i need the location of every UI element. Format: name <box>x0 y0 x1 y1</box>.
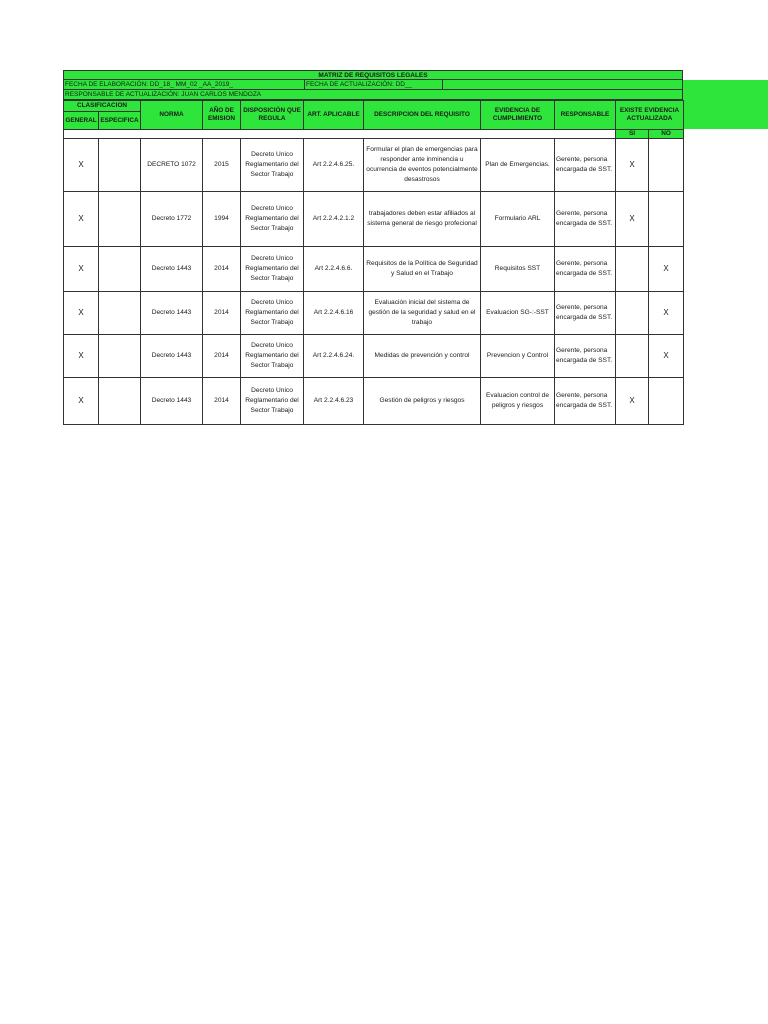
cell-general: X <box>64 335 99 378</box>
cell-especifica <box>99 247 141 292</box>
cell-anio: 2014 <box>203 378 241 425</box>
cell-articulo: Art 2.2.4.6.6. <box>304 247 364 292</box>
cell-descripcion: Gestión de peligros y riesgos <box>364 378 481 425</box>
header-clasificacion: CLASIFICACION <box>64 101 141 112</box>
table-row <box>64 247 684 292</box>
cell-norma: Decreto 1443 <box>141 335 203 378</box>
cell-descripcion: trabajadores deben estar afiliados al sistema general de riesgo profecional <box>364 192 481 247</box>
cell-responsable: Gerente, persona encargada de SST. <box>555 378 616 425</box>
header-spacer <box>64 130 616 139</box>
cell-articulo: Art 2.2.4.6.25. <box>304 139 364 192</box>
header-articulo: ART. APLICABLE <box>304 101 364 130</box>
table-row <box>64 192 684 247</box>
dates-row <box>63 80 683 90</box>
cell-articulo: Art 2.2.4.2.1.2 <box>304 192 364 247</box>
cell-disposicion: Decreto Unico Reglamentario del Sector Trabajo <box>241 335 304 378</box>
requirements-table <box>63 100 684 425</box>
cell-general: X <box>64 139 99 192</box>
cell-no: X <box>649 335 684 378</box>
cell-si: X <box>616 139 649 192</box>
cell-si: X <box>616 378 649 425</box>
header-general: GENERAL <box>64 112 99 130</box>
cell-si: X <box>616 192 649 247</box>
cell-disposicion: Decreto Unico Reglamentario del Sector Trabajo <box>241 292 304 335</box>
cell-general: X <box>64 247 99 292</box>
cell-general: X <box>64 378 99 425</box>
cell-no <box>649 139 684 192</box>
cell-si <box>616 292 649 335</box>
fecha-blank <box>443 80 682 89</box>
cell-evidencia: Evaluacion SG-:-SST <box>481 292 555 335</box>
cell-disposicion: Decreto Unico Reglamentario del Sector Trabajo <box>241 378 304 425</box>
cell-descripcion: Requisitos de la Política de Seguridad y Salud en el Trabajo <box>364 247 481 292</box>
cell-anio: 2015 <box>203 139 241 192</box>
cell-responsable: Gerente, persona encargada de SST. <box>555 139 616 192</box>
cell-especifica <box>99 292 141 335</box>
header-disposicion: DISPOSICIÓN QUE REGULA <box>241 101 304 130</box>
green-side-band <box>683 80 768 129</box>
cell-norma: Decreto 1443 <box>141 378 203 425</box>
cell-norma: Decreto 1443 <box>141 292 203 335</box>
cell-evidencia: Evaluacion control de peligros y riesgos <box>481 378 555 425</box>
cell-norma: Decreto 1443 <box>141 247 203 292</box>
header-norma: NORMA <box>141 101 203 130</box>
fecha-actualizacion: FECHA DE ACTUALIZACIÓN: DD__ <box>305 80 443 89</box>
cell-no <box>649 192 684 247</box>
cell-evidencia: Plan de Emergencias. <box>481 139 555 192</box>
cell-articulo: Art 2.2.4.6.16 <box>304 292 364 335</box>
cell-no <box>649 378 684 425</box>
header-evidencia: EVIDENCIA DE CUMPLIMIENTO <box>481 101 555 130</box>
cell-especifica <box>99 192 141 247</box>
cell-general: X <box>64 292 99 335</box>
cell-evidencia: Formulario ARL <box>481 192 555 247</box>
cell-norma: DECRETO 1072 <box>141 139 203 192</box>
legal-requirements-matrix <box>63 70 683 425</box>
cell-evidencia: Requisitos SST <box>481 247 555 292</box>
header-no: NO <box>649 130 684 139</box>
cell-descripcion: Medidas de prevención y control <box>364 335 481 378</box>
cell-responsable: Gerente, persona encargada de SST. <box>555 192 616 247</box>
cell-responsable: Gerente, persona encargada de SST. <box>555 292 616 335</box>
cell-anio: 2014 <box>203 247 241 292</box>
header-responsable: RESPONSABLE <box>555 101 616 130</box>
cell-evidencia: Prevencion y Control <box>481 335 555 378</box>
cell-articulo: Art 2.2.4.6.23 <box>304 378 364 425</box>
cell-no: X <box>649 247 684 292</box>
table-row <box>64 139 684 192</box>
cell-anio: 2014 <box>203 335 241 378</box>
matrix-title: MATRIZ DE REQUISITOS LEGALES <box>63 70 683 80</box>
cell-especifica <box>99 378 141 425</box>
cell-articulo: Art 2.2.4.6.24. <box>304 335 364 378</box>
cell-disposicion: Decreto Unico Reglamentario del Sector Trabajo <box>241 192 304 247</box>
cell-especifica <box>99 335 141 378</box>
header-descripcion: DESCRIPCION DEL REQUISITO <box>364 101 481 130</box>
cell-si <box>616 335 649 378</box>
cell-anio: 1994 <box>203 192 241 247</box>
cell-disposicion: Decreto Unico Reglamentario del Sector Trabajo <box>241 139 304 192</box>
cell-no: X <box>649 292 684 335</box>
header-anio: AÑO DE EMISION <box>203 101 241 130</box>
header-si: SI <box>616 130 649 139</box>
table-row <box>64 335 684 378</box>
header-especifica: ESPECIFICA <box>99 112 141 130</box>
table-row <box>64 378 684 425</box>
responsable-actualizacion: RESPONSABLE DE ACTUALIZACIÓN: JUAN CARLOS MENDOZA <box>63 90 683 100</box>
table-row <box>64 292 684 335</box>
cell-general: X <box>64 192 99 247</box>
cell-responsable: Gerente, persona encargada de SST. <box>555 335 616 378</box>
cell-si <box>616 247 649 292</box>
cell-descripcion: Evaluación inicial del sistema de gestión de la seguridad y salud en el trabajo <box>364 292 481 335</box>
cell-disposicion: Decreto Unico Reglamentario del Sector Trabajo <box>241 247 304 292</box>
fecha-elaboracion: FECHA DE ELABORACIÓN: DD_18_ MM_02 _AA_2019_ <box>64 80 305 89</box>
cell-especifica <box>99 139 141 192</box>
cell-descripcion: Formular el plan de emergencias para responder ante inminencia u ocurrencia de eventos potencialmente desastrosos <box>364 139 481 192</box>
cell-norma: Decreto 1772 <box>141 192 203 247</box>
header-existe-evidencia: EXISTE EVIDENCIA ACTUALIZADA <box>616 101 684 130</box>
cell-responsable: Gerente, persona encargada de SST. <box>555 247 616 292</box>
cell-anio: 2014 <box>203 292 241 335</box>
